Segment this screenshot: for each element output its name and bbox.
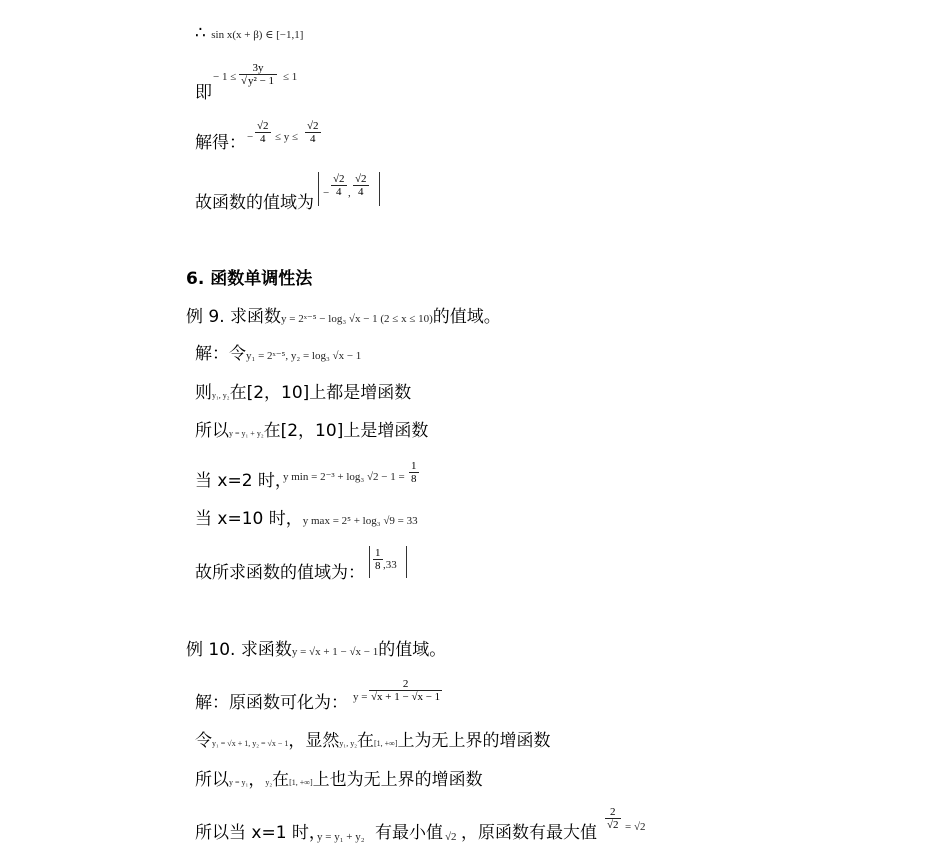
fraction: $\frac{3y}{\text{√y² − 1}}$ (239, 62, 277, 87)
example-label: 例 10. 求函数 (186, 640, 292, 660)
therefore-symbol: ∴ (195, 23, 206, 43)
math-expression: y max = 2⁵ + log₃ √9 = 33 (302, 515, 418, 527)
section-heading: 6. 函数单调性法 (186, 269, 313, 289)
step-2: 则y₁, y₂在[2，10]上都是增函数 (195, 383, 412, 403)
example-tail: 的值域。 (432, 307, 501, 327)
math-expression: y = y₁ + y₂ (229, 429, 264, 438)
math-mid: ≤ y ≤ (275, 131, 299, 143)
fraction: $\frac{1}{8}$ (411, 460, 417, 485)
math-right: ≤ 1 (283, 71, 298, 83)
let-line: 令y₁ = √x + 1, y₂ = √x − 1，显然y₁, y₂在[1, +∞]上为无上界的增函数 (195, 731, 551, 751)
math-expression: y₁, y₂ (212, 391, 230, 400)
fraction-2: $\frac{√2}{4}$ (307, 120, 319, 145)
interval-bracket: − $\frac{√2}{4}$ , $\frac{√2}{4}$ (318, 172, 380, 206)
therefore-line: 所以y = y₁，y₂在[1, +∞]上也为无上界的增函数 (195, 770, 483, 790)
conclusion-sin-range (195, 22, 303, 46)
fraction-1: $\frac{√2}{4}$ (257, 120, 269, 145)
step-3: 所以y = y₁ + y₂在[2，10]上是增函数 (195, 421, 429, 441)
fraction: $\frac{2}{√x + 1 - √x - 1}$ (371, 678, 441, 703)
math-expression: y = 2ˣ⁻⁵ − log₃ √x − 1 (2 ≤ x ≤ 10) (281, 313, 433, 325)
math-expression: y₁ = 2ˣ⁻⁵, y₂ = log₃ √x − 1 (246, 350, 362, 362)
line-label: 即 (195, 83, 212, 103)
step-1: 解：令y₁ = 2ˣ⁻⁵, y₂ = log₃ √x − 1 (195, 344, 362, 364)
example-9 (186, 306, 501, 330)
math-expression: y = √x + 1 − √x − 1 (291, 646, 379, 658)
example-tail: 的值域。 (378, 640, 447, 660)
math-left: − 1 ≤ (213, 71, 237, 83)
math-minus: − (247, 131, 254, 143)
fraction-numerator: 3y (239, 62, 277, 75)
math-expression: sin x(x + β) ∈ [−1,1] (211, 29, 304, 41)
step-5: 当 x=10 时，y max = 2⁵ + log₃ √9 = 33 (195, 509, 418, 529)
interval-bracket: $\frac{1}{8}$ ,33 (369, 546, 407, 578)
example-label: 例 9. 求函数 (186, 307, 282, 327)
line-label: 解得： (195, 133, 246, 153)
fraction: $\frac{2}{√2}$ (607, 806, 619, 831)
line-label: 故函数的值域为 (195, 193, 314, 213)
example-10 (186, 639, 446, 663)
fraction-denominator: y² − 1 (248, 75, 275, 87)
math-expression: y min = 2⁻³ + log₃ √2 − 1 = (283, 471, 405, 483)
